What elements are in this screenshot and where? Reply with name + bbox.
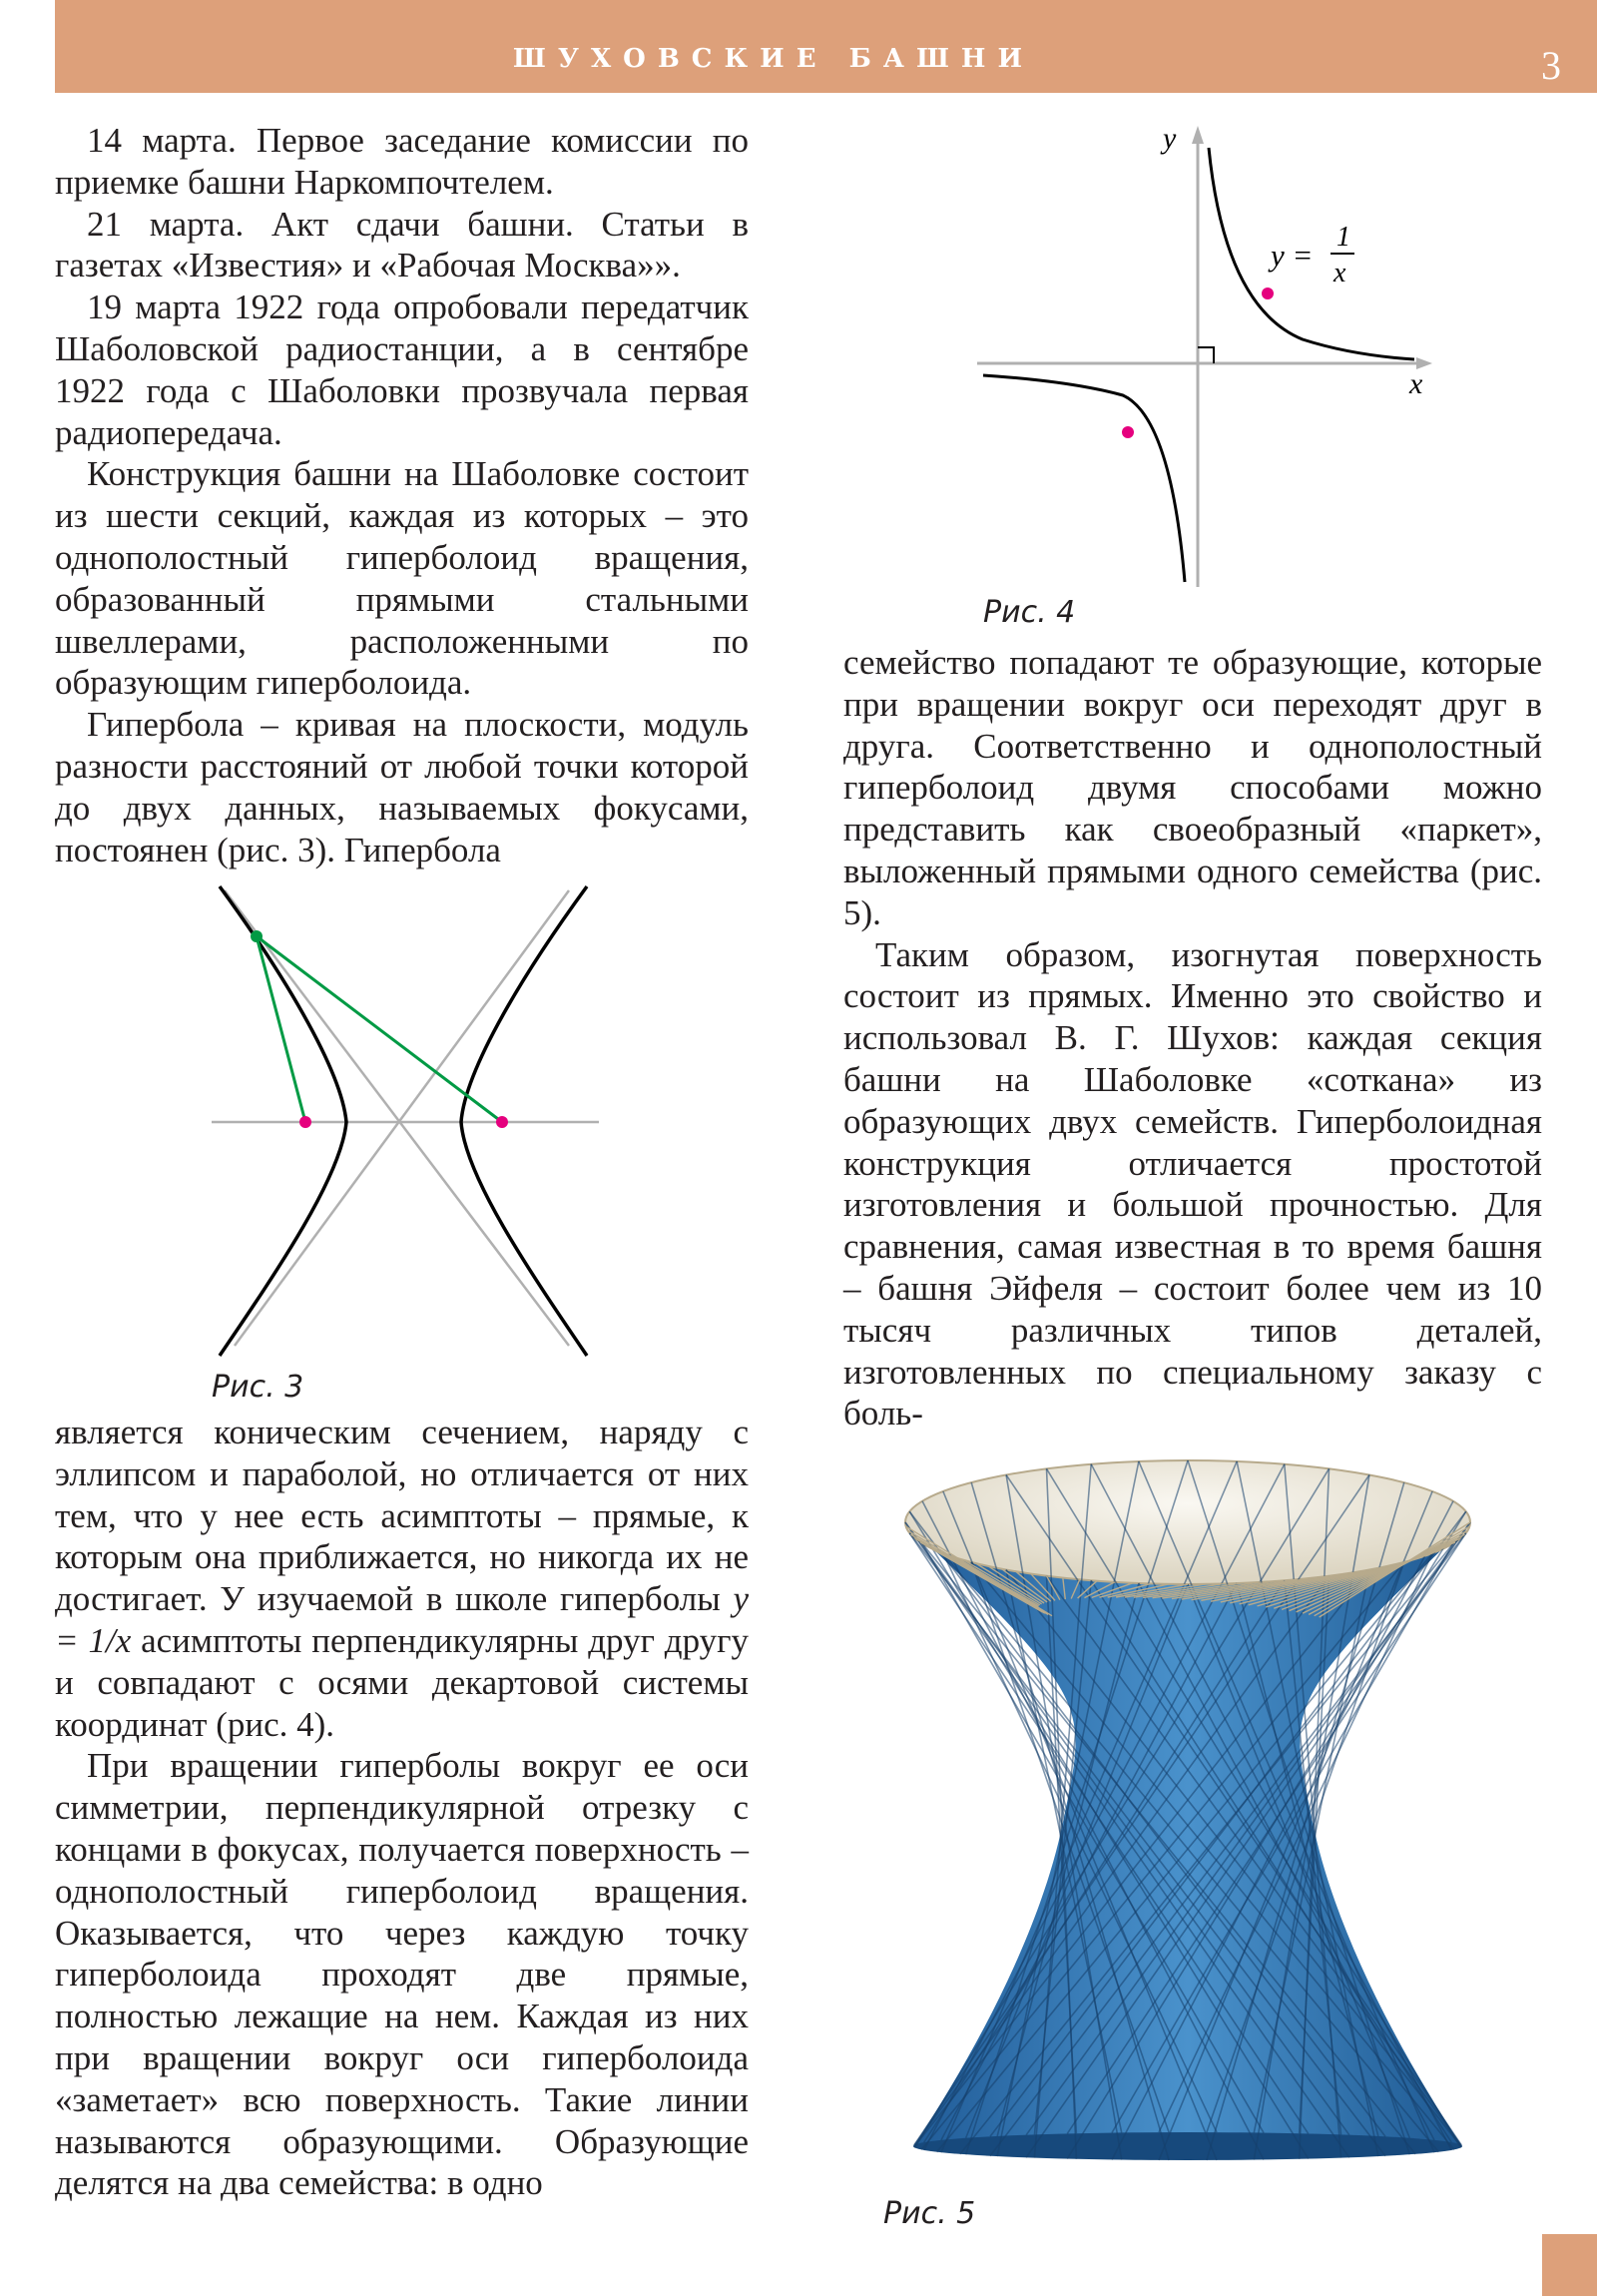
focus-point — [1262, 287, 1274, 299]
y-axis-arrow — [1192, 126, 1204, 144]
y-axis-label: y — [1163, 122, 1177, 155]
hyperboloid-top-opening — [905, 1460, 1470, 1584]
paragraph: 21 марта. Акт сдачи башни. Статьи в газетах «Известия» и «Рабочая Москва»». — [55, 204, 749, 286]
right-column — [843, 642, 1542, 1435]
right-angle-mark — [1198, 347, 1214, 363]
left-column-bottom — [55, 1412, 749, 2204]
figure-3-caption: Рис. 3 — [212, 1370, 304, 1405]
focus-point — [299, 1116, 311, 1128]
function-denominator: x — [1333, 258, 1346, 288]
paragraph — [55, 1412, 749, 1745]
text-run: является коническим сечением, наряду с эллипсом и параболой, но отличается от них тем, что у нее есть асимптоты – прямые, к которым она приближается, но никогда их не достигает. У изучаемой в школе гиперболы — [55, 1413, 749, 1619]
text-run: асимптоты перпендикулярны друг другу и совпадают с осями декартовой системы координат (рис. 4). — [55, 1620, 749, 1744]
hyperboloid-bottom-rim — [913, 2132, 1462, 2160]
running-title: ШУХОВСКИЕ БАШНИ — [512, 44, 1035, 74]
figure-4-caption: Рис. 4 — [983, 595, 1076, 630]
paragraph: семейство попадают те образующие, которые при вращении вокруг оси переходят друг в друга. Соответственно и однополостный гиперболоид двумя способами можно представить как своеобразный «паркет», выложенный прямыми одного семейства (рис. 5). — [843, 643, 1542, 932]
x-axis-label: x — [1409, 367, 1423, 400]
figure-5-hyperboloid — [893, 1403, 1482, 2161]
page-header — [55, 0, 1597, 93]
figure-3-hyperbola — [200, 878, 619, 1358]
function-label: y = — [1271, 238, 1314, 273]
formula: y = 1/x — [55, 1579, 749, 1660]
curve-point — [251, 930, 263, 942]
focus-point — [496, 1116, 508, 1128]
corner-accent — [1542, 2234, 1597, 2296]
hyperbola-branch-negative — [983, 375, 1185, 582]
focus-point — [1122, 426, 1134, 438]
paragraph: 14 марта. Первое заседание комиссии по приемке башни Наркомпочтелем. — [55, 121, 749, 202]
page-number: 3 — [1541, 43, 1561, 88]
paragraph: Гипербола – кривая на плоскости, модуль разности расстояний от любой точки которой до двух данных, называемых фокусами, постоянен (рис. 3). Гипербола — [55, 705, 749, 869]
figure-5-caption: Рис. 5 — [883, 2196, 976, 2231]
function-numerator: 1 — [1336, 222, 1350, 253]
left-column-top — [55, 120, 749, 870]
paragraph: При вращении гиперболы вокруг ее оси симметрии, перпендикулярной отрезку с концами в фокусах, получается поверхность – однополостный гиперболоид вращения. Оказывается, что через каждую точку гиперболоида проходят две прямые, полностью лежащие на нем. Каждая из них при вращении вокруг оси гиперболоида «заметает» всю поверхность. Такие линии называются образующими. Образующие делятся на два семейства: в одно — [55, 1746, 749, 2203]
paragraph: 19 марта 1922 года опробовали передатчик Шаболовской радиостанции, а в сентябре 1922 года с Шаболовки прозвучала первая радиопередача. — [55, 287, 749, 452]
figure-4-reciprocal-graph — [973, 118, 1447, 597]
paragraph: Конструкция башни на Шаболовке состоит из шести секций, каждая из которых – это однополостный гиперболоид вращения, образованный прямыми стальными швеллерами, расположенными по образующим гиперболоида. — [55, 454, 749, 703]
paragraph: Таким образом, изогнутая поверхность состоит из прямых. Именно это свойство и использовал В. Г. Шухов: каждая секция башни на Шаболовке «соткана» из образующих двух семейств. Гиперболоидная конструкция отличается простотой изготовления и большой прочностью. Для сравнения, самая известная в то время башня – башня Эйфеля – состоит более чем из 10 тысяч различных типов деталей, изготовленных по специальному заказу с боль- — [843, 934, 1542, 1434]
